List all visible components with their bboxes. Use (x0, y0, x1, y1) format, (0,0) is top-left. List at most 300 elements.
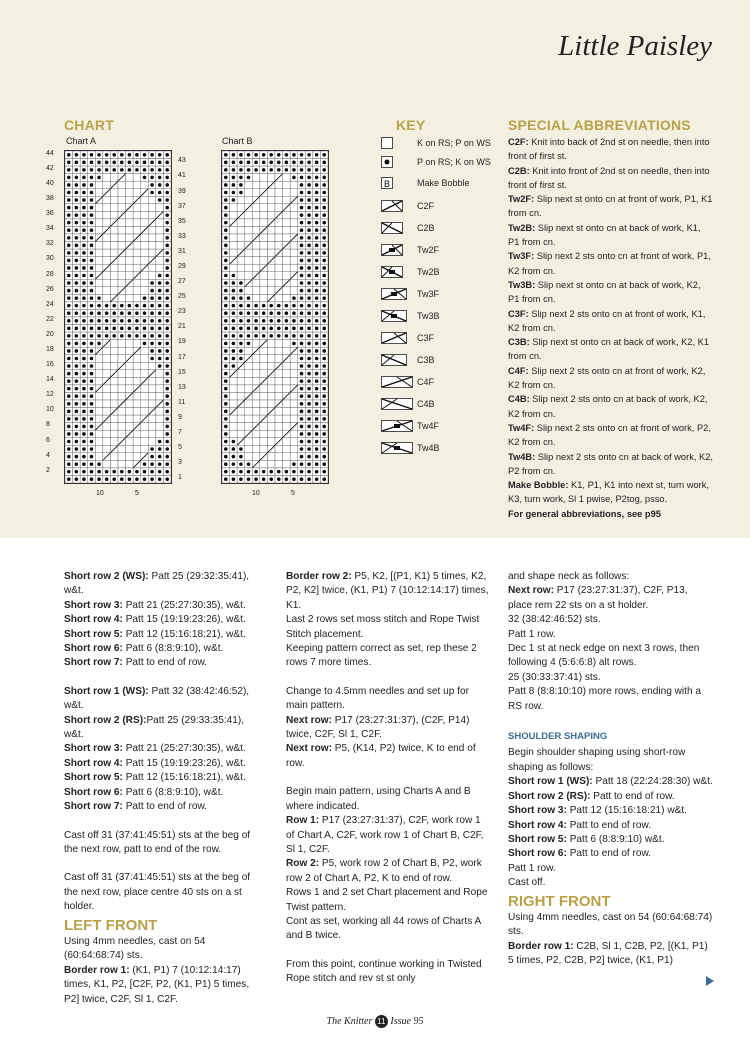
purl-dot (224, 161, 228, 165)
purl-dot (300, 176, 304, 180)
shoulder-short-row-0: Short row 1 (WS): Patt 18 (22:24:28:30) w&t. (508, 776, 713, 788)
purl-dot (97, 462, 101, 466)
chart-cell (133, 279, 141, 287)
purl-dot (165, 311, 169, 315)
purl-dot (224, 410, 228, 414)
purl-dot (67, 455, 71, 459)
purl-dot (307, 379, 311, 383)
chart-cell (126, 272, 134, 280)
chart-cell (283, 415, 291, 423)
chart-cell (110, 340, 118, 348)
purl-dot (322, 236, 326, 240)
chart-cell (133, 362, 141, 370)
purl-dot (158, 153, 162, 157)
purl-dot (300, 191, 304, 195)
short-row-set-b-2: Short row 3: Patt 21 (25:27:30:35), w&t. (64, 743, 246, 755)
key-symbol (381, 287, 413, 301)
chart-cell (267, 287, 275, 295)
key-symbol (381, 176, 413, 190)
purl-dot (262, 304, 266, 308)
chart-cell (141, 211, 149, 219)
short-row-set-a-1: Short row 3: Patt 21 (25:27:30:35), w&t. (64, 599, 246, 611)
chart-cell (245, 272, 253, 280)
chart-cell (275, 279, 283, 287)
chart-cell (126, 287, 134, 295)
row-number: 27 (178, 278, 186, 285)
chart-cell (118, 226, 126, 234)
chart-cell (110, 377, 118, 385)
row-number: 26 (46, 285, 54, 293)
purl-dot (75, 296, 79, 300)
key-item-c2b (381, 220, 435, 236)
chart-cell (260, 400, 268, 408)
chart-cell (118, 377, 126, 385)
purl-dot (322, 342, 326, 346)
purl-dot (224, 319, 228, 323)
chart-cell (95, 430, 103, 438)
purl-dot (97, 304, 101, 308)
right-front-heading: RIGHT FRONT (508, 892, 611, 910)
purl-dot (112, 161, 116, 165)
chart-cell (126, 423, 134, 431)
purl-dot (322, 274, 326, 278)
chart-cell (290, 415, 298, 423)
purl-dot (322, 296, 326, 300)
chart-cell (103, 272, 111, 280)
purl-dot (67, 402, 71, 406)
purl-dot (315, 462, 319, 466)
purl-dot (75, 266, 79, 270)
chart-cell (260, 204, 268, 212)
purl-dot (307, 221, 311, 225)
purl-dot (300, 281, 304, 285)
purl-dot (150, 289, 154, 293)
purl-dot (158, 311, 162, 315)
chart-cell (252, 287, 260, 295)
chart-cell (133, 430, 141, 438)
purl-dot (292, 334, 296, 338)
chart-cell (275, 408, 283, 416)
purl-dot (315, 440, 319, 444)
purl-dot (322, 372, 326, 376)
purl-dot (322, 191, 326, 195)
purl-dot (224, 296, 228, 300)
purl-dot (269, 319, 273, 323)
purl-dot (300, 402, 304, 406)
chart-cell (283, 445, 291, 453)
chart-cell (118, 453, 126, 461)
purl-dot (285, 168, 289, 172)
purl-dot (300, 455, 304, 459)
purl-dot (247, 470, 251, 474)
chart-cell (283, 264, 291, 272)
purl-dot (285, 327, 289, 331)
chart-cell (267, 242, 275, 250)
purl-dot (322, 470, 326, 474)
purl-dot (82, 342, 86, 346)
key-symbol-c3b-icon (381, 354, 407, 366)
purl-dot (165, 221, 169, 225)
purl-dot (165, 259, 169, 263)
purl-dot (67, 327, 71, 331)
chart-cell (237, 226, 245, 234)
row-number: 22 (46, 315, 54, 323)
purl-dot (150, 191, 154, 195)
row-number: 17 (178, 353, 186, 361)
chart-cell (260, 392, 268, 400)
purl-dot (224, 304, 228, 308)
chart-cell (126, 445, 134, 453)
chart-cell (290, 204, 298, 212)
chart-cell (126, 453, 134, 461)
chart-cell (103, 181, 111, 189)
purl-dot (232, 440, 236, 444)
purl-dot (224, 274, 228, 278)
purl-dot (82, 259, 86, 263)
purl-dot (315, 183, 319, 187)
purl-dot (322, 447, 326, 451)
purl-dot (277, 304, 281, 308)
chart-b-grid (221, 150, 329, 484)
left-front-cast-on: Using 4mm needles, cast on 54 (60:64:68:74) sts. (64, 935, 206, 962)
purl-dot (90, 372, 94, 376)
purl-dot (224, 168, 228, 172)
chart-cell (141, 438, 149, 446)
short-row-set-a-4: Short row 6: Patt 6 (8:8:9:10), w&t. (64, 643, 224, 655)
chart-cell (252, 377, 260, 385)
chart-cell (237, 392, 245, 400)
chart-cell (126, 415, 134, 423)
purl-dot (322, 176, 326, 180)
purl-dot (277, 161, 281, 165)
chart-cell (133, 174, 141, 182)
chart-cell (133, 226, 141, 234)
chart-cell (110, 189, 118, 197)
key-label: Tw4F (417, 421, 440, 431)
chart-cell (126, 189, 134, 197)
purl-dot (254, 319, 258, 323)
purl-dot (307, 281, 311, 285)
purl-dot (75, 198, 79, 202)
chart-cell (275, 294, 283, 302)
purl-dot (165, 206, 169, 210)
purl-dot (315, 372, 319, 376)
purl-dot (300, 470, 304, 474)
chart-cell (118, 423, 126, 431)
purl-dot (307, 183, 311, 187)
purl-dot (239, 342, 243, 346)
key-symbol (381, 221, 413, 235)
chart-cell (118, 385, 126, 393)
short-row-set-b-4: Short row 5: Patt 12 (15:16:18:21), w&t. (64, 772, 246, 784)
chart-cell (148, 249, 156, 257)
chart-cell (237, 370, 245, 378)
chart-cell (252, 362, 260, 370)
purl-dot (165, 379, 169, 383)
purl-dot (120, 161, 124, 165)
purl-dot (239, 477, 243, 481)
purl-dot (307, 259, 311, 263)
purl-dot (75, 410, 79, 414)
purl-dot (128, 470, 132, 474)
chart-cell (267, 438, 275, 446)
chart-cell (118, 355, 126, 363)
chart-cell (133, 287, 141, 295)
purl-dot (315, 259, 319, 263)
chart-cell (141, 355, 149, 363)
purl-dot (165, 402, 169, 406)
purl-dot (150, 334, 154, 338)
purl-dot (75, 281, 79, 285)
chart-cell (275, 392, 283, 400)
purl-dot (112, 311, 116, 315)
purl-dot (300, 161, 304, 165)
chart-cell (290, 257, 298, 265)
purl-dot (158, 168, 162, 172)
purl-dot (285, 470, 289, 474)
chart-cell (283, 287, 291, 295)
chart-cell (245, 226, 253, 234)
purl-dot (239, 161, 243, 165)
row-number: 35 (178, 217, 186, 225)
row-number: 19 (178, 338, 186, 346)
purl-dot (300, 228, 304, 232)
chart-cell (290, 377, 298, 385)
purl-dot (224, 470, 228, 474)
purl-dot (120, 304, 124, 308)
chart-cell (245, 196, 253, 204)
key-symbol (381, 331, 413, 345)
abbreviation-0: C2F: Knit into back of 2nd st on needle, then into front of first st. (508, 137, 710, 162)
chart-cell (95, 415, 103, 423)
chart-cell (290, 430, 298, 438)
abbreviation-8: C4F: Slip next 2 sts onto cn at front of work, K2, K2 from cn. (508, 365, 706, 391)
purl-dot (75, 206, 79, 210)
purl-dot (143, 462, 147, 466)
purl-dot (158, 349, 162, 353)
purl-dot (75, 327, 79, 331)
abbreviation-7: C3B: Slip next st onto cn at back of work, K2, K1 from cn. (508, 337, 710, 362)
purl-dot (322, 455, 326, 459)
key-label: C3F (417, 333, 435, 343)
chart-cell (283, 400, 291, 408)
chart-cell (103, 400, 111, 408)
key-label: C3B (417, 355, 435, 365)
chart-cell (110, 234, 118, 242)
purl-dot (247, 334, 251, 338)
purl-dot (315, 289, 319, 293)
purl-dot (292, 477, 296, 481)
row-number: 10 (46, 406, 54, 414)
chart-cell (283, 211, 291, 219)
chart-cell (260, 279, 268, 287)
purl-dot (315, 228, 319, 232)
purl-dot (262, 470, 266, 474)
purl-dot (90, 251, 94, 255)
purl-dot (158, 289, 162, 293)
chart-cell (103, 196, 111, 204)
purl-dot (90, 281, 94, 285)
chart-cell (110, 249, 118, 257)
purl-dot (67, 417, 71, 421)
chart-cell (237, 204, 245, 212)
purl-dot (315, 402, 319, 406)
key-item-tw2b (381, 264, 440, 280)
chart-cell (267, 400, 275, 408)
purl-dot (277, 477, 281, 481)
purl-dot (292, 470, 296, 474)
chart-cell (260, 460, 268, 468)
abbreviation-11: Tw4B: Slip next 2 sts onto cn at back of work, K2, P2 from cn. (508, 451, 713, 476)
chart-cell (133, 340, 141, 348)
chart-cell (95, 242, 103, 250)
chart-cell (237, 408, 245, 416)
purl-dot (90, 319, 94, 323)
purl-dot (322, 432, 326, 436)
row-number: 41 (178, 172, 186, 180)
purl-dot (300, 251, 304, 255)
purl-dot (307, 176, 311, 180)
chart-cell (267, 264, 275, 272)
chart-cell (252, 408, 260, 416)
purl-dot (143, 161, 147, 165)
key-symbol-c2f-icon (381, 200, 403, 212)
purl-dot (75, 289, 79, 293)
chart-cell (126, 249, 134, 257)
purl-dot (75, 228, 79, 232)
chart-cell (103, 257, 111, 265)
purl-dot (165, 327, 169, 331)
purl-dot (254, 334, 258, 338)
chart-cell (141, 400, 149, 408)
chart-cell (275, 257, 283, 265)
chart-cell (118, 219, 126, 227)
chart-cell (230, 400, 238, 408)
chart-cell (95, 257, 103, 265)
chart-cell (133, 264, 141, 272)
purl-dot (97, 327, 101, 331)
purl-dot (135, 327, 139, 331)
row-number: 3 (178, 459, 182, 467)
chart-cell (126, 257, 134, 265)
chart-cell (103, 385, 111, 393)
chart-cell (245, 219, 253, 227)
purl-dot (232, 153, 236, 157)
purl-dot (300, 357, 304, 361)
chart-cell (141, 347, 149, 355)
purl-dot (82, 213, 86, 217)
row-number: 14 (46, 376, 54, 384)
purl-dot (315, 379, 319, 383)
text-column-1 (64, 570, 264, 1007)
purl-dot (300, 334, 304, 338)
purl-dot (307, 244, 311, 248)
footer-magazine: The Knitter (326, 1016, 373, 1027)
key-symbol-empty-icon (381, 137, 393, 149)
purl-dot (150, 455, 154, 459)
chart-cell (110, 430, 118, 438)
purl-dot (82, 402, 86, 406)
purl-dot (239, 334, 243, 338)
chart-a-grid (64, 150, 172, 484)
purl-dot (262, 327, 266, 331)
chart-cell (156, 257, 164, 265)
chart-cell (252, 445, 260, 453)
purl-dot (254, 477, 258, 481)
purl-dot (292, 161, 296, 165)
purl-dot (67, 410, 71, 414)
purl-dot (90, 417, 94, 421)
purl-dot (300, 387, 304, 391)
chart-cell (267, 362, 275, 370)
footer-issue: Issue 95 (390, 1016, 424, 1027)
key-symbol-tw3f-icon (381, 288, 407, 300)
chart-a-label: Chart A (66, 136, 97, 146)
purl-dot (307, 357, 311, 361)
purl-dot (82, 410, 86, 414)
purl-dot (285, 334, 289, 338)
chart-cell (141, 279, 149, 287)
purl-dot (254, 327, 258, 331)
purl-dot (165, 281, 169, 285)
purl-dot (75, 357, 79, 361)
stitch-count-2: 25 (30:33:37:41) sts. (508, 671, 601, 683)
purl-dot (150, 296, 154, 300)
key-label: P on RS; K on WS (417, 157, 491, 167)
chart-cell (245, 211, 253, 219)
chart-cell (118, 415, 126, 423)
chart-cell (283, 408, 291, 416)
purl-dot (150, 161, 154, 165)
chart-cell (252, 204, 260, 212)
purl-dot (224, 244, 228, 248)
chart-cell (103, 392, 111, 400)
chart-cell (267, 226, 275, 234)
purl-dot (269, 470, 273, 474)
purl-dot (315, 274, 319, 278)
chart-cell (148, 438, 156, 446)
next-row-1: Next row: P17 (23:27:31:37), (C2F, P14) twice, C2F, Sl 1, C2F. (286, 714, 470, 741)
purl-dot (300, 168, 304, 172)
chart-cell (133, 438, 141, 446)
purl-dot (97, 319, 101, 323)
chart-cell (252, 370, 260, 378)
purl-dot (82, 477, 86, 481)
chart-cell (252, 355, 260, 363)
chart-cell (283, 340, 291, 348)
purl-dot (90, 236, 94, 240)
purl-dot (165, 236, 169, 240)
moss-stitch-note: Last 2 rows set moss stitch and Rope Twist Stitch placement. (286, 614, 480, 640)
chart-cell (110, 264, 118, 272)
purl-dot (269, 327, 273, 331)
purl-dot (322, 213, 326, 217)
chart-cell (245, 257, 253, 265)
purl-dot (97, 342, 101, 346)
neck-next-row: Next row: P17 (23:27:31:37), C2F, P13, place rem 22 sts on a st holder. (508, 585, 688, 611)
purl-dot (224, 289, 228, 293)
row-number: 1 (178, 474, 182, 482)
purl-dot (90, 244, 94, 248)
chart-cell (110, 174, 118, 182)
purl-dot (232, 289, 236, 293)
purl-dot (67, 440, 71, 444)
purl-dot (112, 304, 116, 308)
chart-cell (126, 400, 134, 408)
key-symbol-c3f-icon (381, 332, 407, 344)
purl-dot (224, 440, 228, 444)
chart-cell (141, 257, 149, 265)
